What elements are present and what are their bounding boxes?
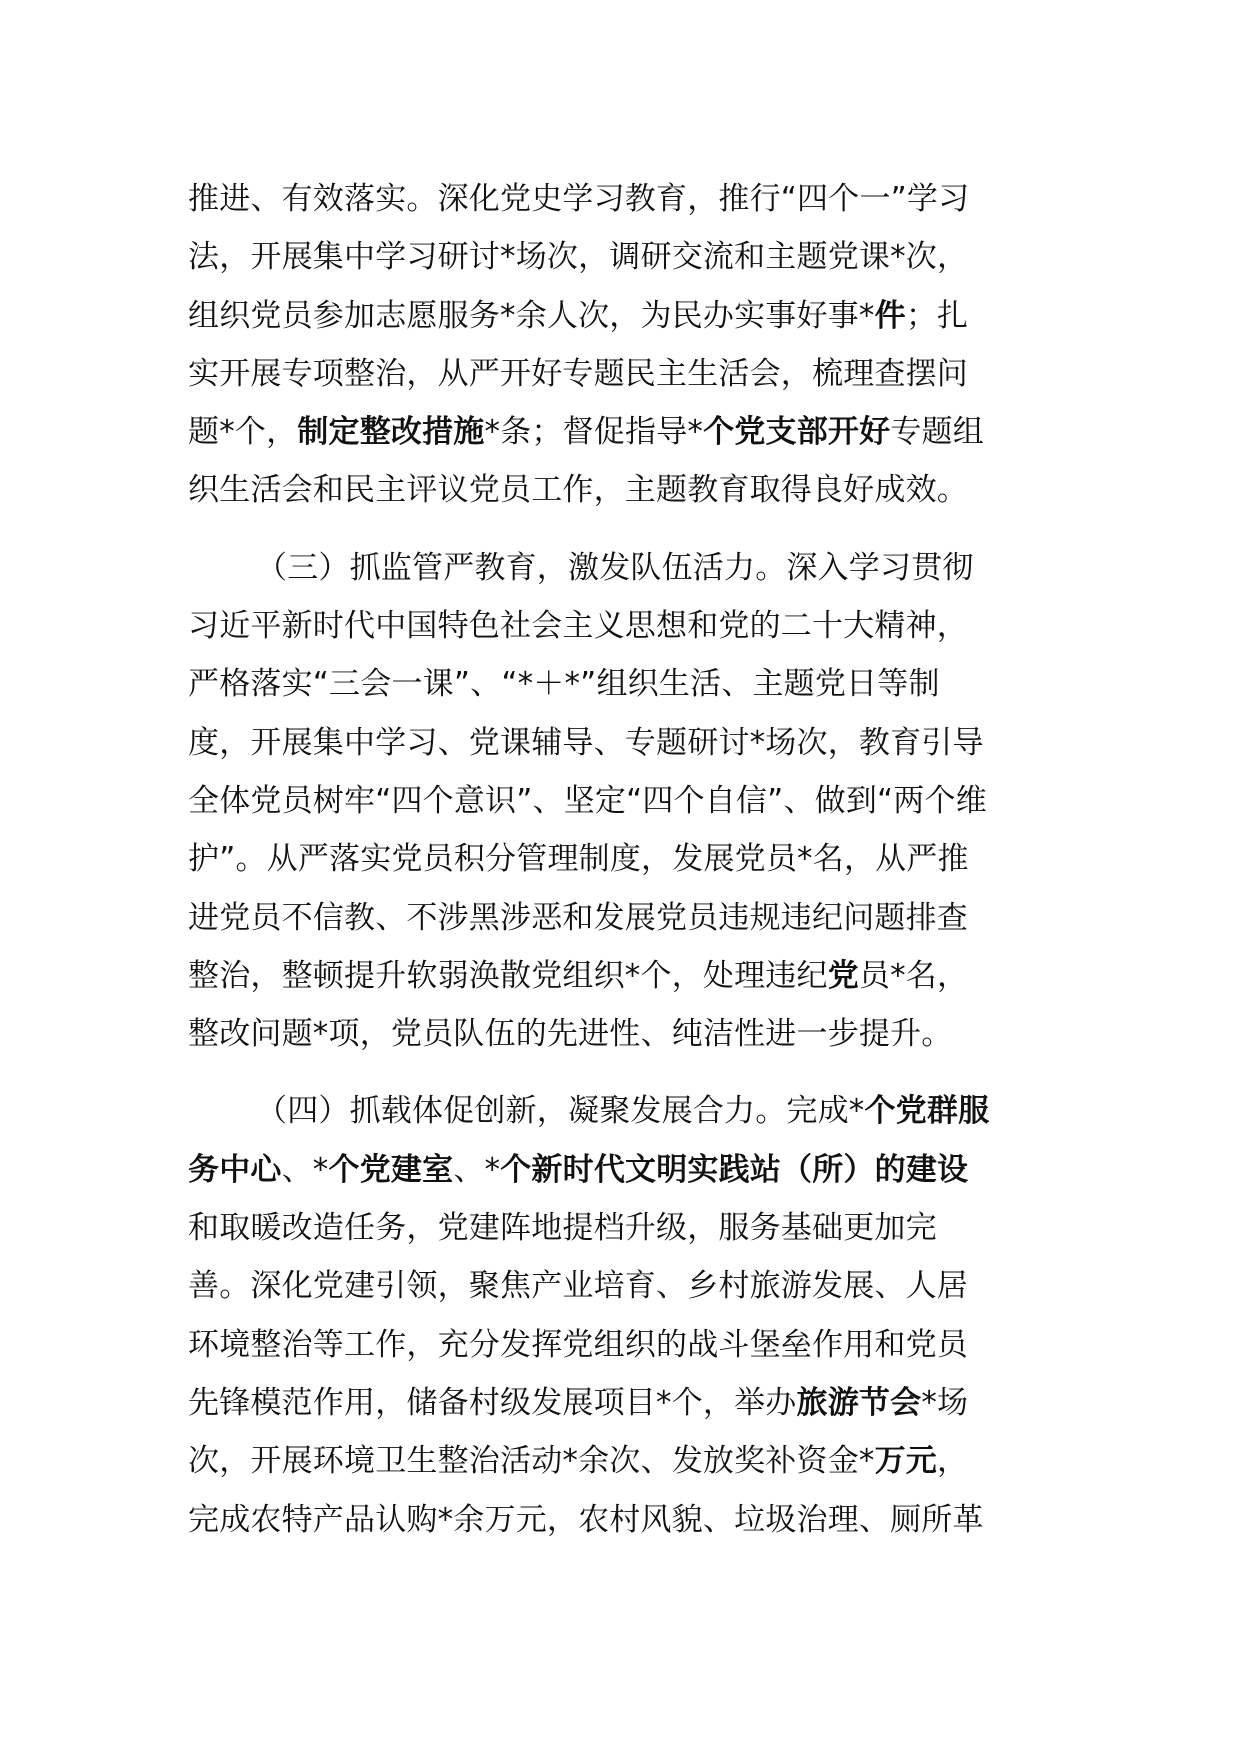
text-line [188,403,1058,461]
text-line [188,1082,1058,1140]
text-line [188,1141,1058,1199]
text-run: 次，开展环境卫生整治活动*余次、发放奖补资金* [188,1443,875,1480]
text-line [188,345,1058,403]
text-line [188,830,1058,888]
text-run: 护”。从严落实党员积分管理制度，发展党员*名，从严推 [188,841,969,878]
text-run: 完成农特产品认购*余万元，农村风貌、垃圾治理、厕所革 [188,1501,984,1538]
text-run: 整治，整顿提升软弱涣散党组织*个，处理违纪 [188,957,828,994]
text-run: 、* [453,1151,501,1188]
text-run: 习近平新时代中国特色社会主义思想和党的二十大精神， [188,608,968,645]
text-run: 实开展专项整治，从严开好专题民主生活会，梳理查摆问 [188,355,968,392]
text-run: ， [937,1443,969,1480]
text-run: 专题组 [890,414,984,451]
bold-text-run: 个党建室 [328,1151,454,1188]
text-line [188,228,1058,286]
bold-text-run: 万元 [874,1443,938,1480]
bold-text-run: 个新时代文明实践站（所）的建设 [500,1151,969,1188]
text-line [188,539,1058,597]
bold-text-run: 党 [827,957,859,994]
text-line [188,947,1058,1005]
text-run: 题*个， [188,414,298,451]
text-run: 先锋模范作用，储备村级发展项目*个，举办 [188,1384,797,1421]
text-line [188,170,1058,228]
text-line [188,461,1058,519]
text-run: 善。深化党建引领，聚焦产业培育、乡村旅游发展、人居 [188,1268,968,1305]
text-run: *条；督促指导* [484,414,704,451]
text-run: 环境整治等工作，充分发挥党组织的战斗堡垒作用和党员 [188,1326,968,1363]
text-run: （四）抓载体促创新，凝聚发展合力。完成* [256,1093,865,1130]
text-run: 组织党员参加志愿服务*余人次，为民办实事好事* [188,297,875,334]
paragraph [188,539,1058,1064]
document-body [188,170,1058,1568]
bold-text-run: 务中心 [188,1151,282,1188]
bold-text-run: 件 [874,297,906,334]
text-line [188,889,1058,947]
text-run: *场 [921,1384,969,1421]
text-run: 、* [281,1151,329,1188]
paragraph [188,1082,1058,1548]
text-run: 员*名， [858,957,969,994]
paragraph [188,170,1058,520]
text-line [188,655,1058,713]
text-run: 进党员不信教、不涉黑涉恶和发展党员违规违纪问题排查 [188,899,968,936]
text-line [188,1257,1058,1315]
text-line [188,1005,1058,1063]
text-run: （三）抓监管严教育，激发队伍活力。深入学习贯彻 [256,549,974,586]
text-line [188,1199,1058,1257]
bold-text-run: 旅游节会 [796,1384,922,1421]
text-run: 严格落实“三会一课”、“*＋*”组织生活、主题党日等制 [188,666,940,703]
text-run: 织生活会和民主评议党员工作，主题教育取得良好成效。 [188,472,968,509]
bold-text-run: 制定整改措施 [297,414,485,451]
text-line [188,597,1058,655]
text-line [188,714,1058,772]
bold-text-run: 个党群服 [864,1093,990,1130]
text-line [188,1374,1058,1432]
text-run: 推进、有效落实。深化党史学习教育，推行“四个一”学习 [188,181,970,217]
text-run: 法，开展集中学习研讨*场次，调研交流和主题党课*次， [188,239,969,276]
text-run: 和取暖改造任务，党建阵地提档升级，服务基础更加完 [188,1210,937,1247]
text-run: 度，开展集中学习、党课辅导、专题研讨*场次，教育引导 [188,724,984,761]
text-line [188,1432,1058,1490]
text-line [188,1316,1058,1374]
text-run: 整改问题*项，党员队伍的先进性、纯洁性进一步提升。 [188,1016,953,1053]
text-line [188,772,1058,830]
text-run: 全体党员树牢“四个意识”、坚定“四个自信”、做到“两个维 [188,782,987,819]
text-line [188,287,1058,345]
text-run: ；扎 [905,297,969,334]
bold-text-run: 个党支部开好 [703,414,891,451]
text-line [188,1491,1058,1549]
